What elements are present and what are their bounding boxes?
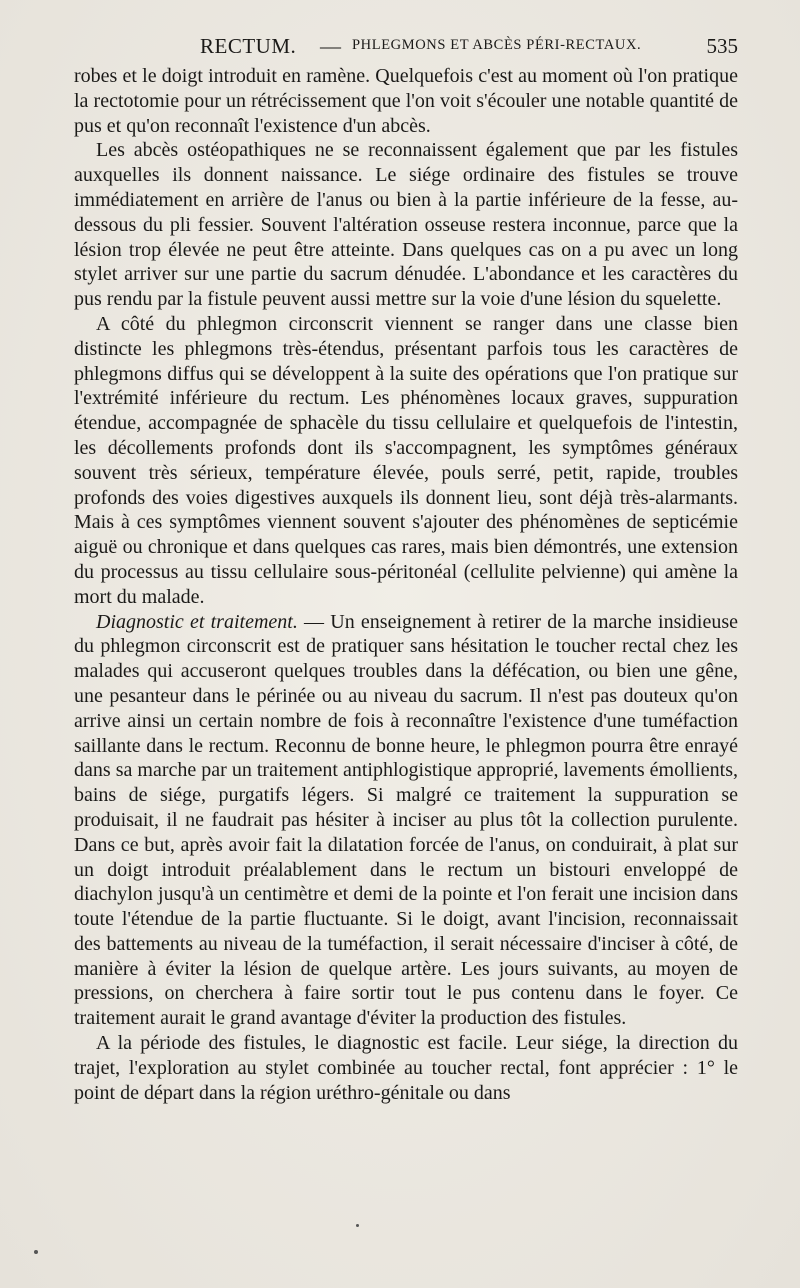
ink-speck (356, 1224, 359, 1227)
paragraph-text: robes et le doigt introduit en ramène. Quelquefois c'est au moment où l'on pratique la rectotomie pour un rétrécissement que l'on voit s'écouler une notable quantité de pus et qu'on reconnaît l'existence d'un abcès. (74, 65, 738, 137)
section-runin-heading: Diagnostic et traitement. (96, 610, 298, 633)
ink-speck (34, 1250, 38, 1254)
page-number: 535 (706, 34, 738, 58)
paragraph (74, 1031, 738, 1105)
running-header (200, 34, 738, 64)
body-text (74, 64, 738, 1105)
header-separator: — (320, 34, 341, 58)
paragraph (74, 64, 738, 138)
header-subsection-title: PHLEGMONS ET ABCÈS PÉRI-RECTAUX. (352, 37, 642, 53)
paragraph-text: A la période des fistules, le diagnostic est facile. Leur siége, la direction du trajet, l'exploration au stylet combinée au toucher rectal, font apprécier : 1° le point de départ dans la région uréthro-génitale ou dans (74, 1032, 738, 1104)
paragraph (74, 138, 738, 312)
paragraph-text: — Un enseignement à retirer de la marche insidieuse du phlegmon circonscrit est de pratiquer sans hésitation le toucher rectal chez les malades qui accuseront quelques troubles dans la défécation, ou bien une gêne, une pesanteur dans le périnée ou au niveau du sacrum. Il n'est pas douteux qu'on arrive ainsi un certain nombre de fois à reconnaître l'existence d'une tuméfaction saillante dans le rectum. Reconnu de bonne heure, le phlegmon pourra être enrayé dans sa marche par un traitement antiphlogistique approprié, lavements émollients, bains de siége, purgatifs légers. Si malgré ce traitement la suppuration se produisait, il ne faudrait pas hésiter à inciser au plus tôt la collection purulente. Dans ce but, après avoir fait la dilatation forcée de l'anus, on conduirait, à plat sur un doigt introduit préalablement dans le rectum un bistouri enveloppé de diachylon jusqu'à un centimètre et demi de la pointe et l'on ferait une incision dans toute l'étendue de la partie fluctuante. Si le doigt, avant l'incision, reconnaissait des battements au niveau de la tuméfaction, il serait nécessaire d'inciser à côté, de manière à éviter la lésion de quelque artère. Les jours suivants, au moyen de pressions, on cherchera à faire sortir tout le pus contenu dans le foyer. Ce traitement aurait le grand avantage d'éviter la production des fistules. (74, 610, 739, 1030)
header-section-title: RECTUM. (200, 34, 297, 58)
paragraph (74, 312, 738, 610)
paragraph (74, 610, 738, 1032)
paragraph-text: A côté du phlegmon circonscrit viennent se ranger dans une classe bien distincte les phlegmons très-étendus, présentant parfois tous les caractères de phlegmons diffus qui se développent à la suite des opérations que l'on pratique sur l'extrémité inférieure du rectum. Les phénomènes locaux graves, suppuration étendue, accompagnée de sphacèle du tissu cellulaire et quelquefois de l'intestin, les décollements profonds dont ils s'accompagnent, les symptômes généraux souvent très sérieux, température élevée, pouls serré, petit, rapide, troubles profonds des voies digestives auxquels ils donnent lieu, sont déjà très-alarmants. Mais à ces symptômes viennent souvent s'ajouter des phénomènes de septicémie aiguë ou chronique et dans quelques cas rares, mais bien démontrés, une extension du processus au tissu cellulaire sous-péritonéal (cellulite pelvienne) qui amène la mort du malade. (74, 312, 738, 608)
paragraph-text: Les abcès ostéopathiques ne se reconnaissent également que par les fistules auxquelles ils donnent naissance. Le siége ordinaire des fistules se trouve immédiatement en arrière de l'anus ou bien à la partie inférieure de la fesse, au-dessous du pli fessier. Souvent l'altération osseuse restera inconnue, parce que la lésion trop élevée ne peut être atteinte. Dans quelques cas on a pu avec un long stylet arriver sur une partie du sacrum dénudée. L'abondance et les caractères du pus rendu par la fistule peuvent aussi mettre sur la voie d'une lésion du squelette. (74, 139, 738, 311)
